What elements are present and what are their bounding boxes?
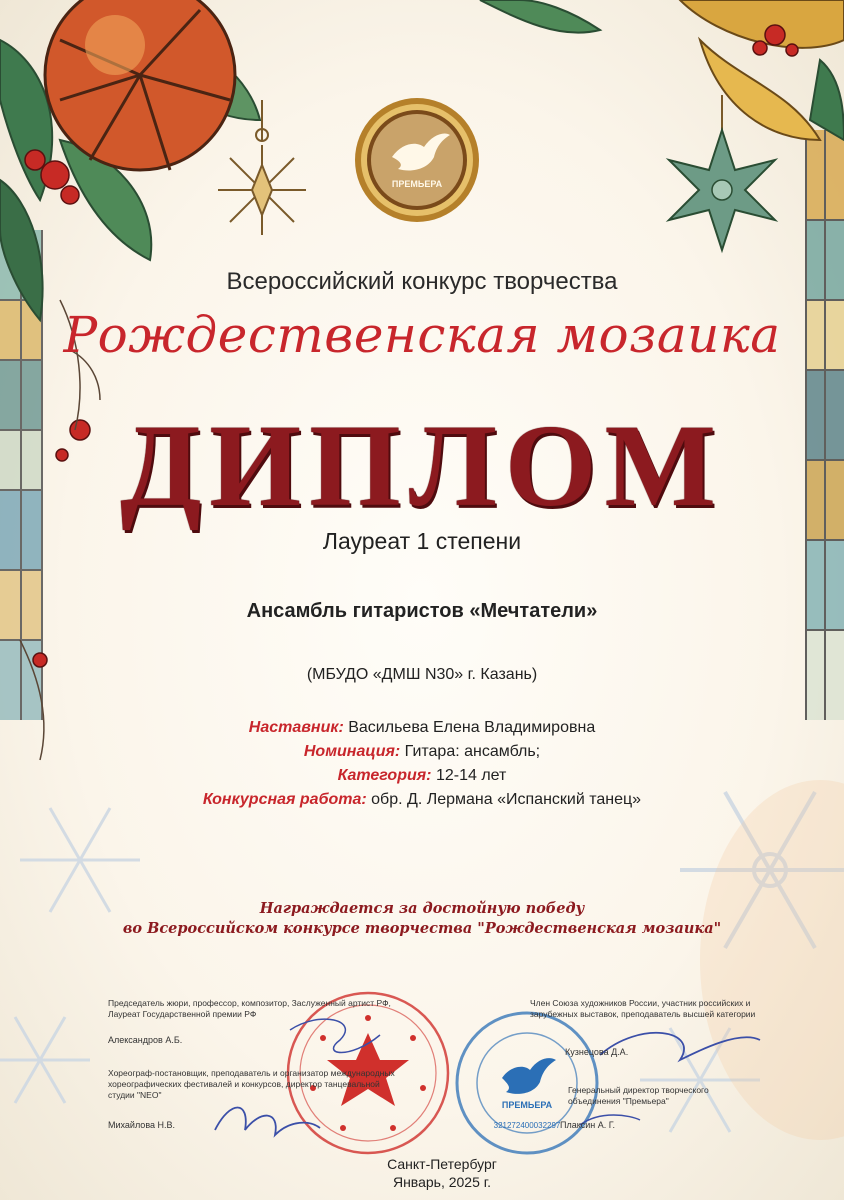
detail-row-mentor — [0, 716, 844, 740]
recipient-school: (МБУДО «ДМШ N30» г. Казань) — [306, 666, 538, 683]
detail-value: Васильева Елена Владимировна — [348, 719, 596, 736]
signatory-left2-title: Хореограф-постановщик, преподаватель и организатор международных хореографических фестивалей и конкурсов, директор танцевальной студии "NEO" — [108, 1068, 395, 1100]
signatory-left2-name: Михайлова Н.В. — [108, 1120, 176, 1130]
signatory-right1-name: Кузнецова Д.А. — [565, 1047, 629, 1057]
detail-label: Наставник: — [248, 719, 344, 736]
detail-value: 12-14 лет — [435, 767, 507, 784]
signatory-right1-title: Член Союза художников России, участник российских и зарубежных выставок, преподаватель высшей категории — [530, 998, 756, 1019]
recipient-name: Ансамбль гитаристов «Мечтатели» — [246, 600, 598, 622]
ornament-ball-icon — [45, 0, 235, 170]
footer-date: Январь, 2025 г. — [392, 1174, 492, 1190]
document-title: ДИПЛОМ — [120, 400, 724, 531]
detail-label: Категория: — [337, 767, 432, 784]
emblem-label: ПРЕМЬЕРА — [391, 179, 443, 189]
signatory-left1-name: Александров А.Б. — [108, 1035, 183, 1045]
stamp-brand: ПРЕМЬЕРА — [501, 1100, 553, 1110]
contest-subtitle: Всероссийский конкурс творчества — [226, 268, 618, 295]
detail-value: обр. Д. Лермана «Испанский танец» — [371, 791, 642, 808]
stamp-inn: 321272400032297 — [493, 1121, 561, 1130]
footer-city: Санкт-Петербург — [387, 1156, 497, 1172]
degree-label: Лауреат 1 степени — [322, 528, 522, 554]
award-line-1: Награждается за достойную победу — [259, 900, 585, 917]
holly-leaves-top-right — [480, 0, 844, 140]
signatory-right2-name: Плаксин А. Г. — [560, 1120, 616, 1130]
contest-title: Рождественская мозаика — [63, 306, 781, 364]
detail-value: Гитара: ансамбль; — [404, 743, 541, 760]
premiera-emblem — [352, 95, 482, 225]
award-line-2: во Всероссийском конкурсе творчества "Рождественская мозаика" — [122, 920, 722, 937]
hanging-star-left-icon — [218, 100, 306, 235]
detail-row-category — [0, 764, 844, 788]
signatory-left1-title: Председатель жюри, профессор, композитор, Заслуженный артист РФ, Лауреат Государственной премии РФ — [108, 998, 391, 1019]
detail-row-work — [0, 788, 844, 812]
detail-label: Номинация: — [303, 743, 401, 760]
detail-label: Конкурсная работа: — [202, 791, 367, 808]
details-block — [0, 716, 844, 812]
detail-row-nomination — [0, 740, 844, 764]
signatory-right2-title: Генеральный директор творческого объединения "Премьера" — [568, 1085, 709, 1106]
